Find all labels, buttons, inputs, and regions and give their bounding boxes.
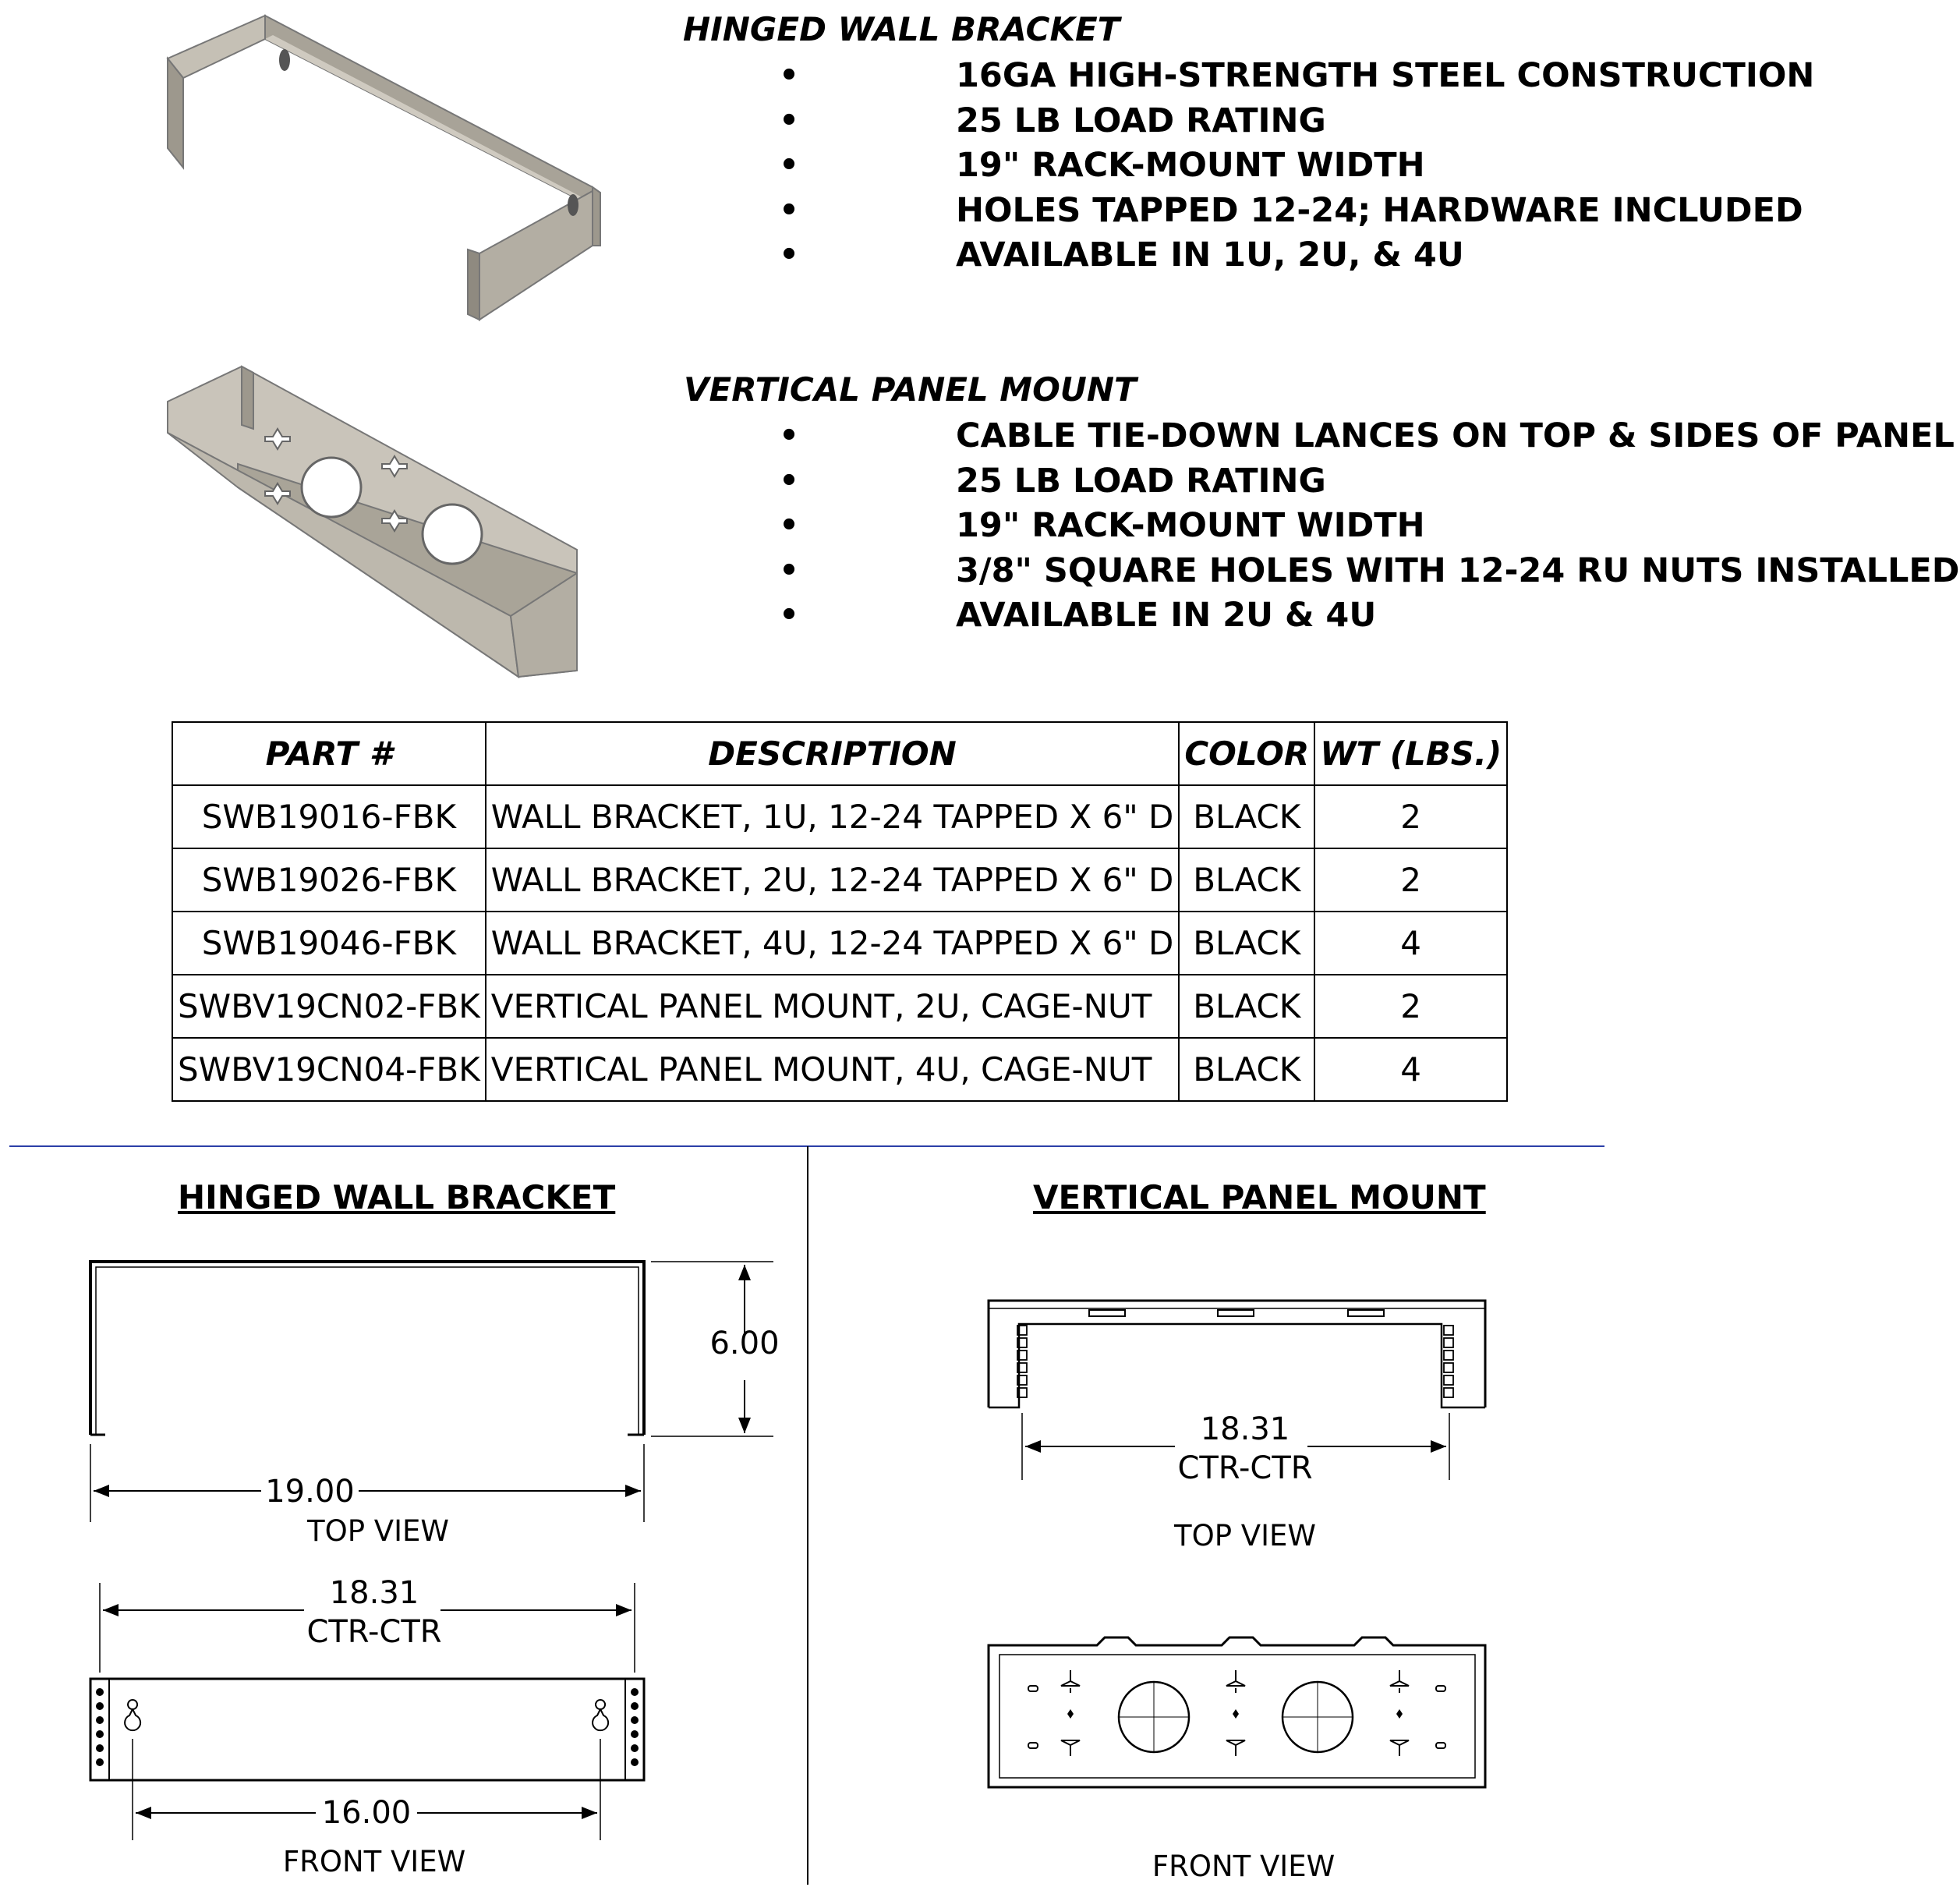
feature-text: AVAILABLE IN 1U, 2U, & 4U xyxy=(956,235,1464,274)
weight-cell: 2 xyxy=(1314,975,1507,1038)
feature-text: 19" RACK-MOUNT WIDTH xyxy=(956,146,1425,185)
list-item xyxy=(777,549,1960,594)
vertical-drawing-title: VERTICAL PANEL MOUNT xyxy=(1033,1178,1486,1216)
color-cell: BLACK xyxy=(1179,785,1314,848)
weight-cell: 4 xyxy=(1314,1038,1507,1101)
table-row xyxy=(172,1038,1507,1101)
right-ctr-ctr-label: CTR-CTR xyxy=(1177,1450,1313,1486)
part-number-cell: SWB19046-FBK xyxy=(172,912,486,975)
depth-dimension-label: 6.00 xyxy=(709,1326,780,1361)
list-item xyxy=(777,143,1814,189)
hinged-wall-bracket-render-icon xyxy=(156,12,608,324)
header-part-number: PART # xyxy=(172,722,486,785)
bullet-glyph: • xyxy=(779,552,799,589)
vertical-panel-mount-render-icon xyxy=(160,359,596,686)
bullet-glyph: • xyxy=(779,418,799,454)
hinged-drawing-title: HINGED WALL BRACKET xyxy=(178,1178,616,1216)
hinged-section-title: HINGED WALL BRACKET xyxy=(683,10,1120,48)
feature-text: 25 LB LOAD RATING xyxy=(956,461,1326,501)
description-cell: WALL BRACKET, 1U, 12-24 TAPPED X 6" D xyxy=(486,785,1180,848)
table-header-row xyxy=(172,722,1507,785)
list-item xyxy=(777,189,1814,234)
color-cell: BLACK xyxy=(1179,912,1314,975)
part-number-cell: SWB19026-FBK xyxy=(172,848,486,912)
description-cell: VERTICAL PANEL MOUNT, 4U, CAGE-NUT xyxy=(486,1038,1180,1101)
vertical-panel-drawings xyxy=(808,1232,1761,1887)
table-row xyxy=(172,785,1507,848)
parts-table xyxy=(172,721,1508,1102)
description-cell: WALL BRACKET, 2U, 12-24 TAPPED X 6" D xyxy=(486,848,1180,912)
feature-text: 16GA HIGH-STRENGTH STEEL CONSTRUCTION xyxy=(956,56,1815,95)
color-cell: BLACK xyxy=(1179,848,1314,912)
header-description: DESCRIPTION xyxy=(486,722,1180,785)
description-cell: WALL BRACKET, 4U, 12-24 TAPPED X 6" D xyxy=(486,912,1180,975)
bullet-glyph: • xyxy=(779,102,799,139)
bullet-glyph: • xyxy=(779,192,799,228)
bullet-glyph: • xyxy=(779,237,799,273)
weight-cell: 2 xyxy=(1314,848,1507,912)
feature-text: AVAILABLE IN 2U & 4U xyxy=(956,596,1377,635)
list-item xyxy=(777,593,1960,639)
table-row xyxy=(172,848,1507,912)
part-number-cell: SWB19016-FBK xyxy=(172,785,486,848)
vertical-section-title: VERTICAL PANEL MOUNT xyxy=(684,370,1137,409)
table-row xyxy=(172,975,1507,1038)
color-cell: BLACK xyxy=(1179,975,1314,1038)
part-number-cell: SWBV19CN04-FBK xyxy=(172,1038,486,1101)
feature-text: HOLES TAPPED 12-24; HARDWARE INCLUDED xyxy=(956,190,1803,230)
right-ctr-dimension-label: 18.31 xyxy=(1200,1411,1290,1447)
left-top-view-label: TOP VIEW xyxy=(307,1514,449,1548)
feature-text: 19" RACK-MOUNT WIDTH xyxy=(956,506,1425,545)
table-row xyxy=(172,912,1507,975)
right-front-view-label: FRONT VIEW xyxy=(1152,1850,1336,1883)
bullet-glyph: • xyxy=(779,462,799,499)
list-item xyxy=(777,414,1960,459)
right-top-view-label: TOP VIEW xyxy=(1174,1519,1316,1552)
list-item xyxy=(777,504,1960,549)
left-ctr-ctr-label: CTR-CTR xyxy=(306,1614,442,1650)
list-item xyxy=(777,99,1814,144)
left-front-view-label: FRONT VIEW xyxy=(282,1845,466,1878)
color-cell: BLACK xyxy=(1179,1038,1314,1101)
feature-text: 3/8" SQUARE HOLES WITH 12-24 RU NUTS INSTALLED xyxy=(956,551,1960,590)
width-dimension-label: 19.00 xyxy=(265,1474,355,1510)
list-item xyxy=(777,233,1814,278)
header-color: COLOR xyxy=(1179,722,1314,785)
keyhole-dimension-label: 16.00 xyxy=(321,1795,412,1831)
weight-cell: 2 xyxy=(1314,785,1507,848)
part-number-cell: SWBV19CN02-FBK xyxy=(172,975,486,1038)
weight-cell: 4 xyxy=(1314,912,1507,975)
hinged-feature-list xyxy=(777,54,1814,278)
list-item xyxy=(777,459,1960,504)
list-item xyxy=(777,54,1814,99)
bullet-glyph: • xyxy=(779,597,799,633)
bullet-glyph: • xyxy=(779,58,799,94)
description-cell: VERTICAL PANEL MOUNT, 2U, CAGE-NUT xyxy=(486,975,1180,1038)
bullet-glyph: • xyxy=(779,147,799,183)
feature-text: 25 LB LOAD RATING xyxy=(956,101,1326,140)
feature-text: CABLE TIE-DOWN LANCES ON TOP & SIDES OF PANEL xyxy=(956,416,1955,455)
bullet-glyph: • xyxy=(779,508,799,543)
left-ctr-dimension-label: 18.31 xyxy=(329,1575,419,1611)
vertical-feature-list xyxy=(777,414,1960,639)
header-weight: WT (LBS.) xyxy=(1314,722,1507,785)
